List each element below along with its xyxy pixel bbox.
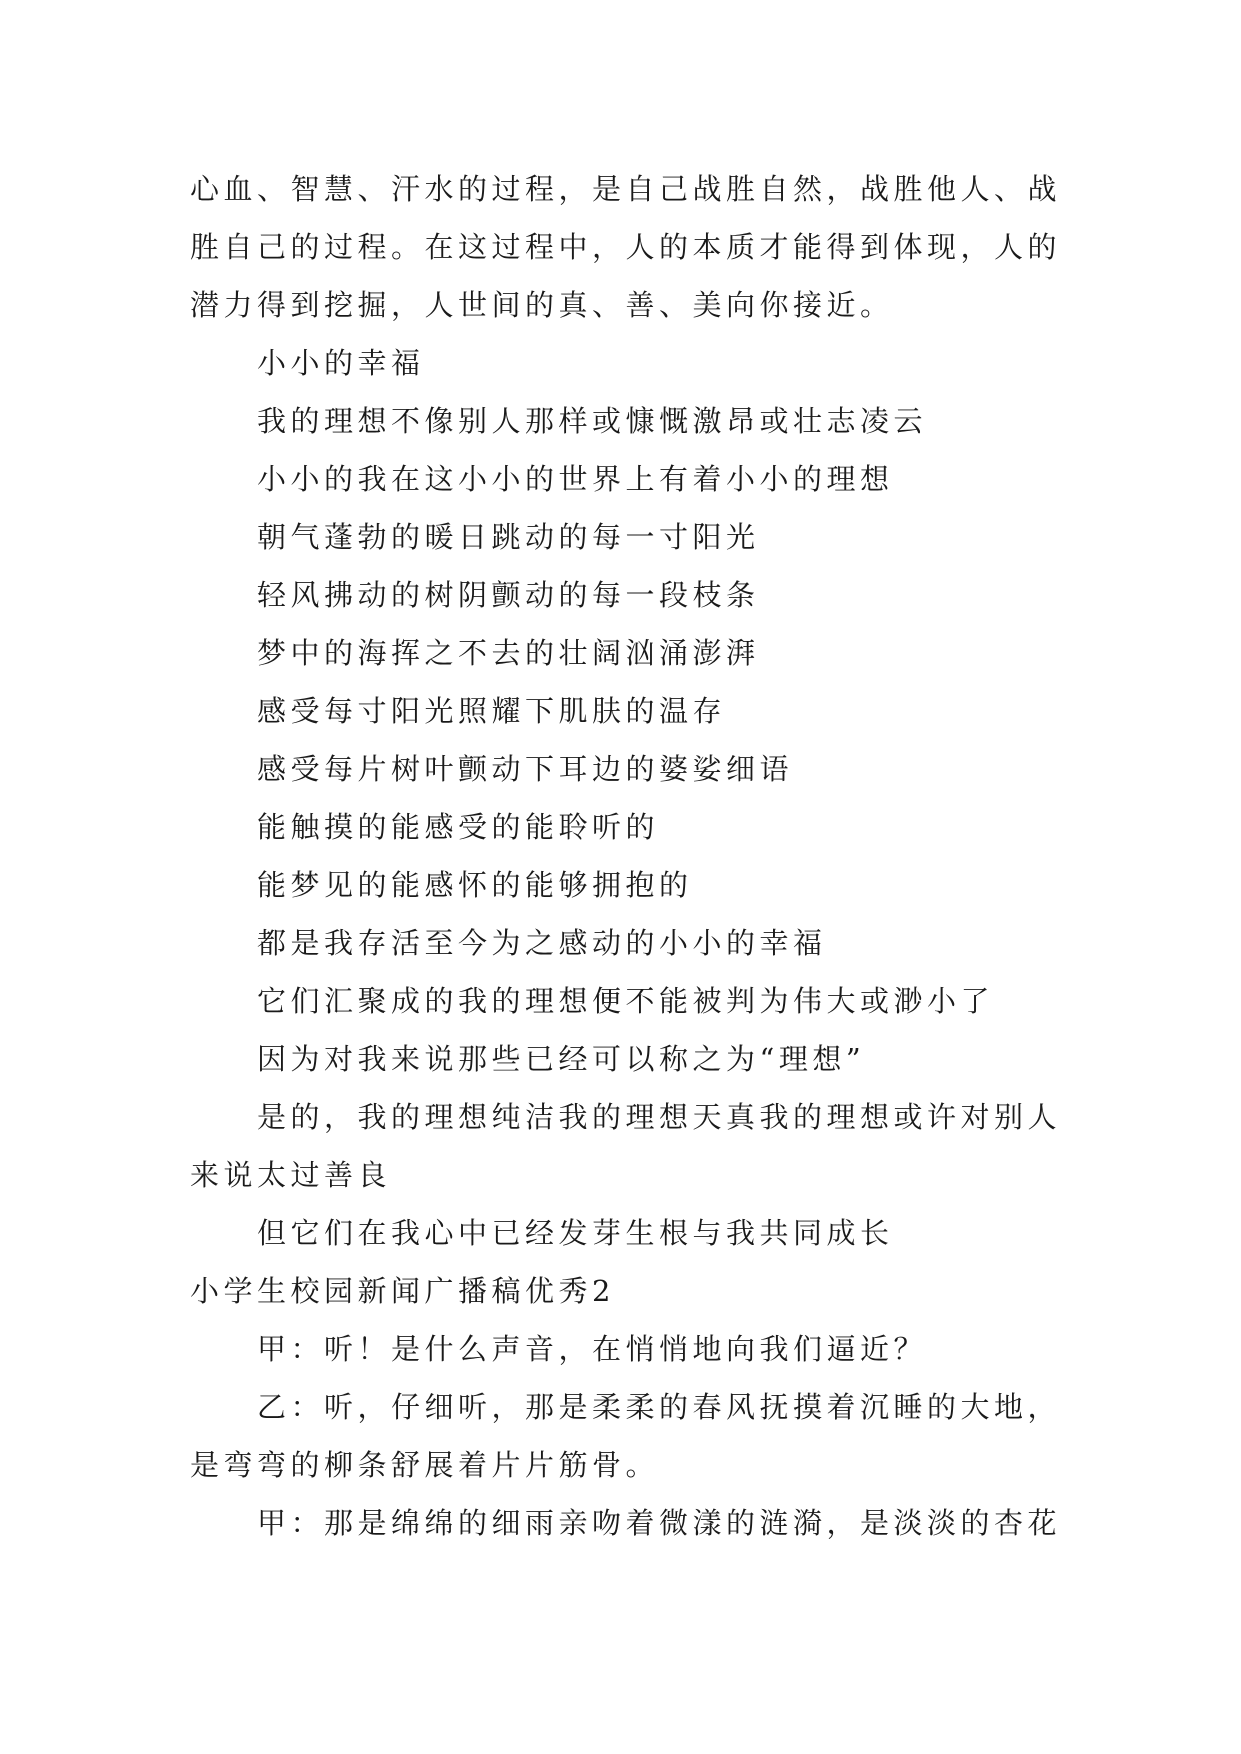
poem-line: 轻风拂动的树阴颤动的每一段枝条: [257, 578, 760, 612]
text-line: 潜力得到挖掘，人世间的真、善、美向你接近。: [190, 288, 894, 322]
poem-line-continued: 来说太过善良: [190, 1158, 392, 1192]
dialogue-line: 乙：听，仔细听，那是柔柔的春风抚摸着沉睡的大地，: [257, 1390, 1062, 1424]
dialogue-line: 甲：那是绵绵的细雨亲吻着微漾的涟漪，是淡淡的杏花: [257, 1506, 1062, 1540]
poem-line: 小小的我在这小小的世界上有着小小的理想: [257, 462, 894, 496]
text-line: 胜自己的过程。在这过程中，人的本质才能得到体现，人的: [190, 230, 1062, 264]
poem-line: 它们汇聚成的我的理想便不能被判为伟大或渺小了: [257, 984, 995, 1018]
section-heading: 小学生校园新闻广播稿优秀2: [190, 1274, 615, 1308]
text-line: 心血、智慧、汗水的过程，是自己战胜自然，战胜他人、战: [190, 172, 1062, 206]
poem-line: 能触摸的能感受的能聆听的: [257, 810, 660, 844]
poem-line: 我的理想不像别人那样或慷慨激昂或壮志凌云: [257, 404, 928, 438]
document-body: [190, 160, 1070, 1552]
poem-line: 是的，我的理想纯洁我的理想天真我的理想或许对别人: [257, 1100, 1062, 1134]
dialogue-line: 甲：听！是什么声音，在悄悄地向我们逼近？: [257, 1332, 928, 1366]
poem-line: 都是我存活至今为之感动的小小的幸福: [257, 926, 827, 960]
poem-line: 梦中的海挥之不去的壮阔汹涌澎湃: [257, 636, 760, 670]
poem-line: 但它们在我心中已经发芽生根与我共同成长: [257, 1216, 894, 1250]
poem-line: 因为对我来说那些已经可以称之为“理想”: [257, 1042, 866, 1076]
poem-title: 小小的幸福: [257, 346, 425, 380]
poem-line: 能梦见的能感怀的能够拥抱的: [257, 868, 693, 902]
dialogue-line-continued: 是弯弯的柳条舒展着片片筋骨。: [190, 1448, 660, 1482]
poem-line: 感受每片树叶颤动下耳边的婆娑细语: [257, 752, 794, 786]
poem-line: 感受每寸阳光照耀下肌肤的温存: [257, 694, 727, 728]
poem-line: 朝气蓬勃的暖日跳动的每一寸阳光: [257, 520, 760, 554]
